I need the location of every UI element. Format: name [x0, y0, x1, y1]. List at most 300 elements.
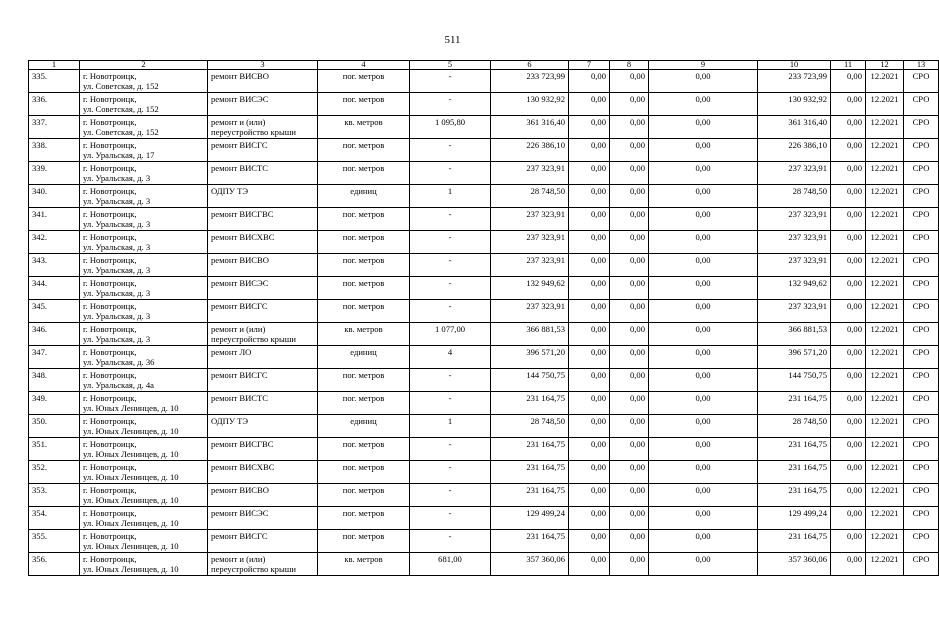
cell-text: 344. — [32, 278, 48, 288]
source-cell — [904, 93, 939, 116]
quantity-cell — [410, 300, 491, 323]
fund-cell — [831, 507, 866, 530]
column-number-header — [29, 61, 939, 70]
fund-cell — [758, 415, 831, 438]
cell-text: 0,00 — [590, 255, 606, 265]
cell-text: 0,00 — [590, 485, 606, 495]
work-type-cell — [208, 484, 318, 507]
cell-text: 12.2021 — [870, 255, 899, 265]
cell-text: - — [448, 439, 452, 449]
cell-text: 0,00 — [846, 531, 862, 541]
table-row — [29, 139, 939, 162]
cell-text: 0,00 — [695, 186, 711, 196]
row-number-cell — [29, 415, 80, 438]
cell-text: 226 386,10 — [526, 140, 565, 150]
fund-cell — [758, 300, 831, 323]
work-type-cell — [208, 185, 318, 208]
cell-text: СРО — [912, 255, 930, 265]
fund-cell — [831, 70, 866, 93]
cell-text: г. Новотроицк, — [83, 554, 137, 564]
cell-text: ул. Уральская, д. 17 — [83, 150, 155, 160]
unit-cell — [318, 300, 410, 323]
fund-cell — [569, 392, 610, 415]
table-row — [29, 277, 939, 300]
source-cell — [904, 185, 939, 208]
cell-text: - — [448, 301, 452, 311]
completion-date-cell — [866, 139, 904, 162]
fund-cell — [610, 530, 649, 553]
column-number: 9 — [649, 61, 758, 70]
fund-cell — [649, 116, 758, 139]
cell-text: - — [448, 531, 452, 541]
cell-text: пог. метров — [342, 232, 385, 242]
fund-cell — [649, 392, 758, 415]
row-number-cell — [29, 530, 80, 553]
cell-text: 12.2021 — [870, 393, 899, 403]
quantity-cell — [410, 254, 491, 277]
cell-text: 0,00 — [629, 439, 645, 449]
source-cell — [904, 139, 939, 162]
cell-text: пог. метров — [342, 255, 385, 265]
cell-text: 341. — [32, 209, 48, 219]
address-cell — [80, 70, 208, 93]
cell-text: пог. метров — [342, 209, 385, 219]
completion-date-cell — [866, 116, 904, 139]
cell-text: 144 750,75 — [788, 370, 827, 380]
cell-text: 396 571,20 — [526, 347, 565, 357]
cell-text: ул. Уральская, д. 3 — [83, 196, 151, 206]
fund-cell — [758, 484, 831, 507]
fund-cell — [610, 208, 649, 231]
cell-text: г. Новотроицк, — [83, 117, 137, 127]
cell-text: ул. Советская, д. 152 — [83, 104, 159, 114]
completion-date-cell — [866, 254, 904, 277]
cell-text: ул. Уральская, д. 3 — [83, 288, 151, 298]
fund-cell — [649, 185, 758, 208]
fund-cell — [610, 438, 649, 461]
cell-text: пог. метров — [342, 393, 385, 403]
fund-cell — [610, 231, 649, 254]
fund-cell — [831, 185, 866, 208]
source-cell — [904, 530, 939, 553]
fund-cell — [610, 116, 649, 139]
source-cell — [904, 553, 939, 576]
fund-cell — [649, 277, 758, 300]
cell-text: СРО — [912, 301, 930, 311]
cell-text: 0,00 — [846, 163, 862, 173]
fund-cell — [649, 208, 758, 231]
cell-text: 0,00 — [590, 94, 606, 104]
cell-text: 0,00 — [695, 94, 711, 104]
cell-text: г. Новотроицк, — [83, 71, 137, 81]
cell-text: ремонт ВИСЭС — [211, 508, 269, 518]
total-cost-cell — [491, 461, 569, 484]
fund-cell — [831, 369, 866, 392]
cell-text: переустройство крыши — [211, 334, 296, 344]
address-cell — [80, 507, 208, 530]
cell-text: 349. — [32, 393, 48, 403]
cell-text: 12.2021 — [870, 186, 899, 196]
cell-text: ул. Юных Ленинцев, д. 10 — [83, 426, 179, 436]
fund-cell — [569, 139, 610, 162]
cell-text: 350. — [32, 416, 48, 426]
cell-text: пог. метров — [342, 462, 385, 472]
cell-text: единиц — [350, 416, 377, 426]
cell-text: 1 — [447, 186, 453, 196]
work-type-cell — [208, 369, 318, 392]
cell-text: 0,00 — [695, 370, 711, 380]
source-cell — [904, 438, 939, 461]
cell-text: 366 881,53 — [788, 324, 827, 334]
cell-text: 681,00 — [438, 554, 462, 564]
cell-text: 0,00 — [590, 508, 606, 518]
cell-text: 0,00 — [695, 485, 711, 495]
row-number-cell — [29, 277, 80, 300]
completion-date-cell — [866, 415, 904, 438]
cell-text: 0,00 — [846, 462, 862, 472]
cell-text: 0,00 — [695, 416, 711, 426]
cell-text: СРО — [912, 140, 930, 150]
fund-cell — [569, 300, 610, 323]
cell-text: 0,00 — [629, 232, 645, 242]
work-type-cell — [208, 162, 318, 185]
cell-text: г. Новотроицк, — [83, 209, 137, 219]
row-number-cell — [29, 484, 80, 507]
cell-text: - — [448, 485, 452, 495]
cell-text: СРО — [912, 416, 930, 426]
cell-text: 0,00 — [629, 186, 645, 196]
fund-cell — [758, 139, 831, 162]
fund-cell — [569, 530, 610, 553]
cell-text: ул. Уральская, д. 4а — [83, 380, 154, 390]
quantity-cell — [410, 461, 491, 484]
unit-cell — [318, 438, 410, 461]
address-cell — [80, 208, 208, 231]
cell-text: ремонт ВИСГВС — [211, 209, 274, 219]
row-number-cell — [29, 300, 80, 323]
table-row — [29, 553, 939, 576]
table-row — [29, 208, 939, 231]
cell-text: 0,00 — [590, 71, 606, 81]
cell-text: 12.2021 — [870, 117, 899, 127]
cell-text: ул. Юных Ленинцев, д. 10 — [83, 403, 179, 413]
unit-cell — [318, 553, 410, 576]
fund-cell — [758, 70, 831, 93]
total-cost-cell — [491, 162, 569, 185]
cell-text: г. Новотроицк, — [83, 140, 137, 150]
fund-cell — [831, 415, 866, 438]
fund-cell — [569, 323, 610, 346]
column-number: 5 — [410, 61, 491, 70]
fund-cell — [610, 300, 649, 323]
fund-cell — [649, 438, 758, 461]
cell-text: 0,00 — [695, 117, 711, 127]
row-number-cell — [29, 346, 80, 369]
cell-text: ул. Юных Ленинцев, д. 10 — [83, 541, 179, 551]
cell-text: 348. — [32, 370, 48, 380]
cell-text: СРО — [912, 439, 930, 449]
cell-text: 352. — [32, 462, 48, 472]
table-row — [29, 70, 939, 93]
cell-text: г. Новотроицк, — [83, 232, 137, 242]
quantity-cell — [410, 507, 491, 530]
table-row — [29, 346, 939, 369]
source-cell — [904, 254, 939, 277]
cell-text: ремонт ВИСХВС — [211, 232, 275, 242]
cell-text: г. Новотроицк, — [83, 370, 137, 380]
cell-text: 0,00 — [629, 416, 645, 426]
cell-text: ремонт ВИСТС — [211, 393, 269, 403]
cell-text: 0,00 — [695, 301, 711, 311]
fund-cell — [831, 300, 866, 323]
cell-text: пог. метров — [342, 531, 385, 541]
cell-text: кв. метров — [344, 324, 383, 334]
cell-text: СРО — [912, 117, 930, 127]
fund-cell — [831, 162, 866, 185]
fund-cell — [831, 553, 866, 576]
cell-text: 231 164,75 — [788, 439, 827, 449]
cell-text: единиц — [350, 186, 377, 196]
cell-text: 4 — [447, 347, 453, 357]
fund-cell — [610, 70, 649, 93]
unit-cell — [318, 93, 410, 116]
address-cell — [80, 162, 208, 185]
address-cell — [80, 530, 208, 553]
fund-cell — [649, 553, 758, 576]
column-number: 12 — [866, 61, 904, 70]
cell-text: 339. — [32, 163, 48, 173]
cell-text: 237 323,91 — [788, 301, 827, 311]
fund-cell — [649, 70, 758, 93]
unit-cell — [318, 415, 410, 438]
cell-text: 0,00 — [695, 232, 711, 242]
cell-text: 347. — [32, 347, 48, 357]
cell-text: 231 164,75 — [788, 485, 827, 495]
cell-text: 231 164,75 — [526, 439, 565, 449]
cell-text: 353. — [32, 485, 48, 495]
cell-text: пог. метров — [342, 301, 385, 311]
cell-text: ул. Советская, д. 152 — [83, 127, 159, 137]
row-number-cell — [29, 507, 80, 530]
cell-text: - — [448, 71, 452, 81]
fund-cell — [569, 484, 610, 507]
cell-text: 0,00 — [695, 71, 711, 81]
address-cell — [80, 323, 208, 346]
quantity-cell — [410, 392, 491, 415]
fund-cell — [831, 530, 866, 553]
row-number-cell — [29, 369, 80, 392]
fund-cell — [758, 438, 831, 461]
cell-text: - — [448, 393, 452, 403]
cell-text: 130 932,92 — [788, 94, 827, 104]
quantity-cell — [410, 70, 491, 93]
cell-text: 0,00 — [846, 117, 862, 127]
fund-cell — [610, 185, 649, 208]
cell-text: 233 723,99 — [788, 71, 827, 81]
cell-text: 361 316,40 — [526, 117, 565, 127]
cell-text: 12.2021 — [870, 485, 899, 495]
fund-cell — [758, 369, 831, 392]
completion-date-cell — [866, 507, 904, 530]
cell-text: 0,00 — [629, 71, 645, 81]
cell-text: СРО — [912, 393, 930, 403]
source-cell — [904, 277, 939, 300]
cell-text: 12.2021 — [870, 140, 899, 150]
completion-date-cell — [866, 277, 904, 300]
cell-text: ул. Уральская, д. 3 — [83, 265, 151, 275]
fund-cell — [569, 277, 610, 300]
table-row — [29, 461, 939, 484]
cell-text: 0,00 — [695, 324, 711, 334]
cell-text: СРО — [912, 186, 930, 196]
fund-cell — [610, 484, 649, 507]
work-type-cell — [208, 438, 318, 461]
address-cell — [80, 300, 208, 323]
cell-text: 226 386,10 — [788, 140, 827, 150]
cell-text: 237 323,91 — [526, 301, 565, 311]
source-cell — [904, 484, 939, 507]
cell-text: 335. — [32, 71, 48, 81]
cell-text: 28 748,50 — [530, 416, 565, 426]
fund-cell — [649, 484, 758, 507]
total-cost-cell — [491, 300, 569, 323]
cell-text: ул. Уральская, д. 3 — [83, 219, 151, 229]
cell-text: 342. — [32, 232, 48, 242]
cell-text: 0,00 — [629, 117, 645, 127]
cell-text: г. Новотроицк, — [83, 255, 137, 265]
cell-text: 0,00 — [695, 393, 711, 403]
table-row — [29, 185, 939, 208]
cell-text: 231 164,75 — [526, 531, 565, 541]
completion-date-cell — [866, 392, 904, 415]
cell-text: 1 095,80 — [434, 117, 466, 127]
cell-text: 237 323,91 — [526, 209, 565, 219]
fund-cell — [610, 323, 649, 346]
table-body — [29, 61, 939, 576]
unit-cell — [318, 116, 410, 139]
fund-cell — [610, 369, 649, 392]
cell-text: 231 164,75 — [526, 393, 565, 403]
source-cell — [904, 392, 939, 415]
fund-cell — [831, 484, 866, 507]
cell-text: 0,00 — [590, 347, 606, 357]
table-row — [29, 300, 939, 323]
fund-cell — [831, 139, 866, 162]
cell-text: 237 323,91 — [788, 255, 827, 265]
row-number-cell — [29, 392, 80, 415]
fund-cell — [831, 254, 866, 277]
unit-cell — [318, 162, 410, 185]
cell-text: 12.2021 — [870, 94, 899, 104]
fund-cell — [831, 461, 866, 484]
cell-text: ремонт и (или) — [211, 324, 266, 334]
cell-text: 0,00 — [846, 485, 862, 495]
column-number: 1 — [29, 61, 80, 70]
fund-cell — [569, 162, 610, 185]
cell-text: 12.2021 — [870, 324, 899, 334]
quantity-cell — [410, 185, 491, 208]
total-cost-cell — [491, 231, 569, 254]
fund-cell — [610, 254, 649, 277]
fund-cell — [649, 415, 758, 438]
fund-cell — [649, 231, 758, 254]
cell-text: 237 323,91 — [526, 255, 565, 265]
unit-cell — [318, 277, 410, 300]
cell-text: г. Новотроицк, — [83, 485, 137, 495]
cell-text: 0,00 — [846, 554, 862, 564]
cell-text: 0,00 — [695, 140, 711, 150]
cell-text: единиц — [350, 347, 377, 357]
cell-text: ремонт ВИСТС — [211, 163, 269, 173]
fund-cell — [569, 116, 610, 139]
cell-text: СРО — [912, 531, 930, 541]
unit-cell — [318, 507, 410, 530]
table-row — [29, 323, 939, 346]
cell-text: 231 164,75 — [788, 393, 827, 403]
unit-cell — [318, 530, 410, 553]
cell-text: 0,00 — [629, 255, 645, 265]
quantity-cell — [410, 553, 491, 576]
cell-text: г. Новотроицк, — [83, 393, 137, 403]
unit-cell — [318, 139, 410, 162]
cell-text: 0,00 — [846, 324, 862, 334]
cell-text: СРО — [912, 508, 930, 518]
cell-text: 237 323,91 — [526, 163, 565, 173]
cell-text: 0,00 — [590, 278, 606, 288]
cell-text: 237 323,91 — [788, 209, 827, 219]
cell-text: пог. метров — [342, 163, 385, 173]
cell-text: 1 — [447, 416, 453, 426]
fund-cell — [610, 415, 649, 438]
fund-cell — [610, 93, 649, 116]
source-cell — [904, 116, 939, 139]
cell-text: кв. метров — [344, 554, 383, 564]
fund-cell — [569, 369, 610, 392]
cell-text: г. Новотроицк, — [83, 278, 137, 288]
cell-text: 0,00 — [590, 301, 606, 311]
quantity-cell — [410, 438, 491, 461]
fund-cell — [610, 346, 649, 369]
cell-text: 12.2021 — [870, 301, 899, 311]
work-type-cell — [208, 116, 318, 139]
work-type-cell — [208, 254, 318, 277]
cell-text: 130 932,92 — [526, 94, 565, 104]
completion-date-cell — [866, 208, 904, 231]
unit-cell — [318, 231, 410, 254]
source-cell — [904, 231, 939, 254]
work-type-cell — [208, 323, 318, 346]
cell-text: 132 949,62 — [788, 278, 827, 288]
fund-cell — [831, 116, 866, 139]
cell-text: СРО — [912, 209, 930, 219]
completion-date-cell — [866, 93, 904, 116]
cell-text: 366 881,53 — [526, 324, 565, 334]
work-type-cell — [208, 208, 318, 231]
quantity-cell — [410, 346, 491, 369]
cell-text: ремонт ВИСВО — [211, 71, 269, 81]
quantity-cell — [410, 139, 491, 162]
cell-text: СРО — [912, 347, 930, 357]
cell-text: 0,00 — [590, 324, 606, 334]
cell-text: - — [448, 163, 452, 173]
completion-date-cell — [866, 70, 904, 93]
fund-cell — [758, 277, 831, 300]
fund-cell — [649, 530, 758, 553]
completion-date-cell — [866, 530, 904, 553]
cell-text: г. Новотроицк, — [83, 531, 137, 541]
unit-cell — [318, 369, 410, 392]
fund-cell — [649, 507, 758, 530]
